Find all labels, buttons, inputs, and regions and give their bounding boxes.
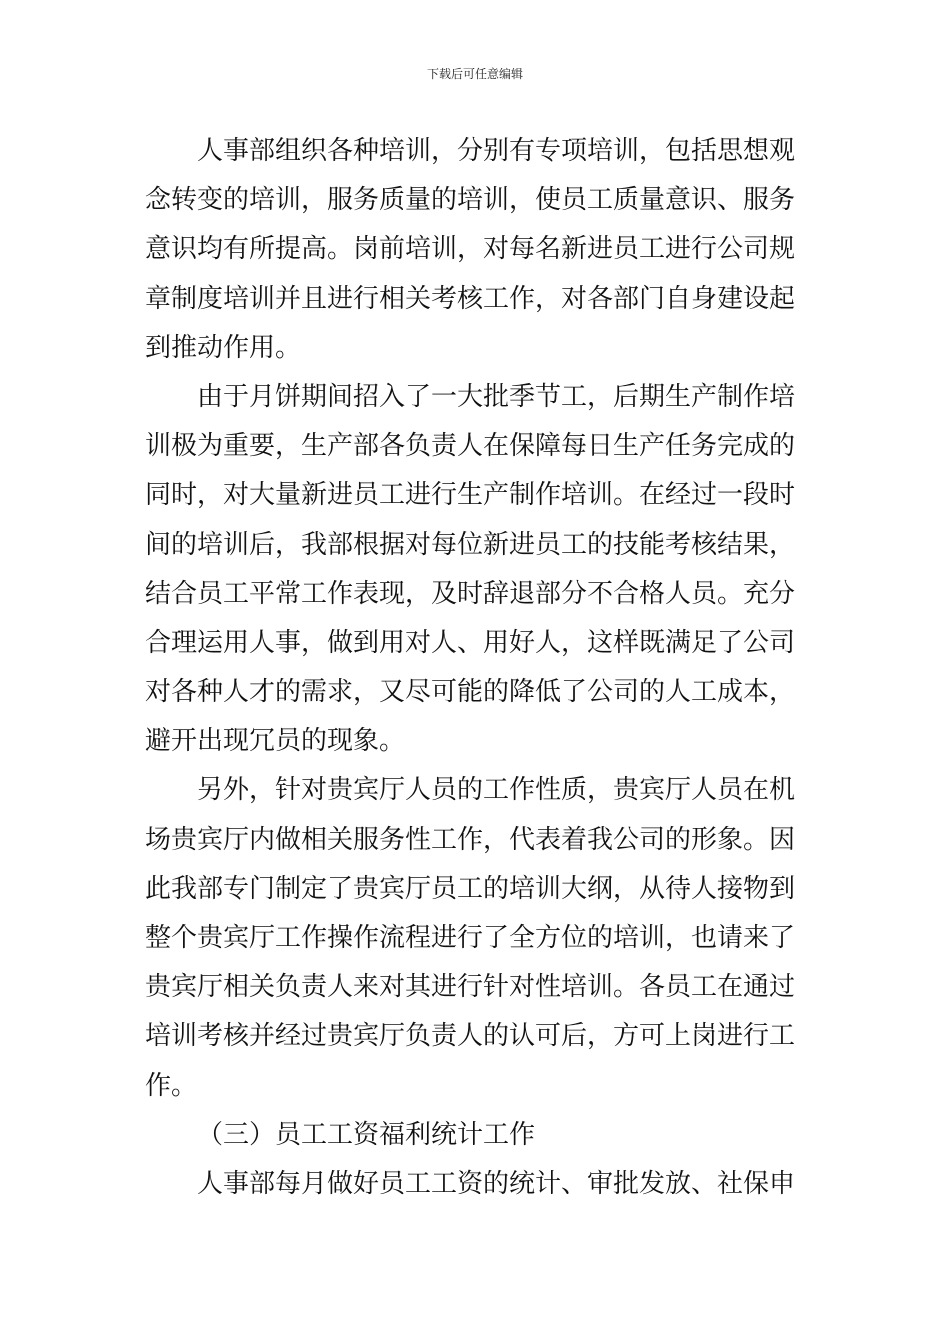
paragraph-3-line-5: 贵宾厅相关负责人来对其进行针对性培训。各员工在通过 — [145, 972, 796, 1003]
paragraph-3-line-4: 整个贵宾厅工作操作流程进行了全方位的培训，也请来了 — [145, 923, 796, 953]
paragraph-3-line-2: 场贵宾厅内做相关服务性工作，代表着我公司的形象。因 — [145, 824, 796, 855]
paragraph-2-line-8: 避开出现冗员的现象。 — [145, 726, 406, 757]
paragraph-1-line-5: 到推动作用。 — [145, 332, 302, 363]
paragraph-1-line-4: 章制度培训并且进行相关考核工作，对各部门自身建设起 — [145, 283, 796, 314]
paragraph-2-line-1: 由于月饼期间招入了一大批季节工，后期生产制作培 — [197, 381, 796, 412]
paragraph-3-line-3: 此我部专门制定了贵宾厅员工的培训大纲，从待人接物到 — [145, 873, 796, 904]
paragraph-3-line-7: 作。 — [145, 1070, 198, 1101]
paragraph-1-line-1: 人事部组织各种培训，分别有专项培训，包括思想观 — [197, 136, 796, 166]
paragraph-3-line-1: 另外，针对贵宾厅人员的工作性质，贵宾厅人员在机 — [197, 775, 796, 806]
paragraph-2-line-3: 同时，对大量新进员工进行生产制作培训。在经过一段时 — [145, 480, 796, 511]
page-header-note: 下载后可任意编辑 — [426, 67, 523, 81]
paragraph-3-line-6: 培训考核并经过贵宾厅负责人的认可后，方可上岗进行工 — [145, 1021, 796, 1052]
paragraph-2-line-5: 结合员工平常工作表现，及时辞退部分不合格人员。充分 — [145, 578, 796, 609]
paragraph-2-line-6: 合理运用人事，做到用对人、用好人，这样既满足了公司 — [145, 627, 796, 658]
paragraph-1-line-3: 意识均有所提高。岗前培训，对每名新进员工进行公司规 — [145, 234, 796, 265]
section-heading: （三）员工工资福利统计工作 — [197, 1119, 536, 1150]
paragraph-4-line-1: 人事部每月做好员工工资的统计、审批发放、社保申 — [197, 1168, 796, 1199]
paragraph-2-line-4: 间的培训后，我部根据对每位新进员工的技能考核结果， — [145, 529, 796, 560]
paragraph-1-line-2: 念转变的培训，服务质量的培训，使员工质量意识、服务 — [145, 185, 796, 216]
paragraph-2-line-2: 训极为重要，生产部各负责人在保障每日生产任务完成的 — [145, 431, 796, 462]
document-body — [145, 127, 810, 1209]
paragraph-2-line-7: 对各种人才的需求，又尽可能的降低了公司的人工成本， — [145, 677, 796, 708]
